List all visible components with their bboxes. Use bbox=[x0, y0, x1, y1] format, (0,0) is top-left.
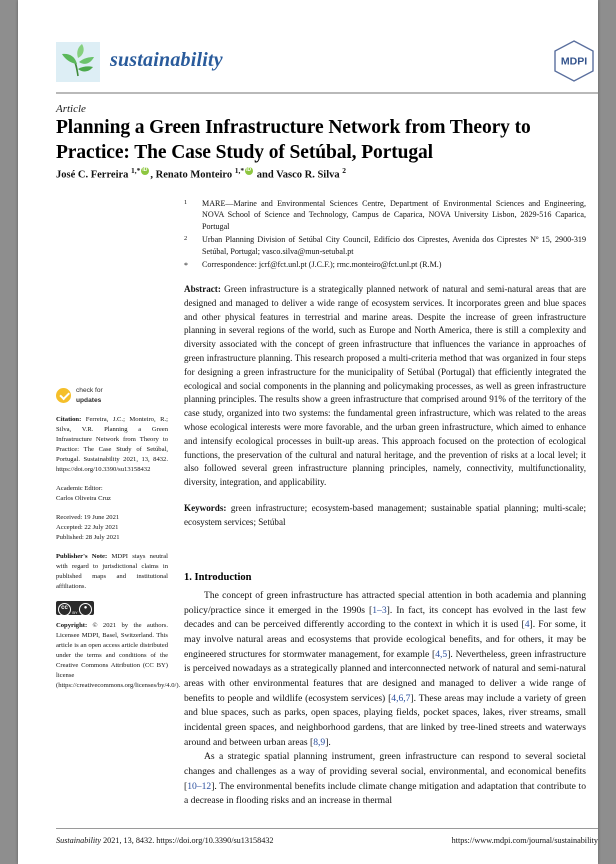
creative-commons-icon[interactable] bbox=[56, 601, 94, 615]
body-text-run: ]. bbox=[325, 736, 331, 748]
affiliation-item bbox=[184, 234, 586, 257]
leaf-icon-svg bbox=[56, 42, 100, 82]
paragraph-1 bbox=[184, 589, 586, 750]
mdpi-logo bbox=[552, 38, 596, 84]
affiliation-text: MARE—Marine and Environmental Sciences Centre, Department of Environmental Sciences and Engineering, NOVA School of Science and Technology, Campus de Caparica, NOVA University Lisbon, 2829-516 Caparica, Portugal bbox=[202, 199, 586, 231]
abstract-section bbox=[184, 283, 586, 490]
orcid-icon[interactable] bbox=[245, 167, 253, 175]
body-text-run: ]. For some, it may involve natural areas and ecosystems that provide ecological benefits, and for others, it may be engineered structures for stormwater management, for example [ bbox=[184, 619, 586, 660]
affiliation-marker: 1 bbox=[184, 199, 188, 206]
paragraph-2 bbox=[184, 750, 586, 809]
citation-reference-link[interactable]: 1–3 bbox=[372, 604, 387, 616]
copyright-label: Copyright: bbox=[56, 622, 88, 630]
author-list: José C. Ferreira $^{1,*}$ iD , Renato Monteiro $^{1,*}$iD and Vasco R. Silva $^2$ bbox=[56, 166, 596, 181]
body-text-run: ]. Nevertheless, green infrastructure is perceived nowadays as a strategically planned and interconnected network of natural and semi-natural areas with other environmental features that are designed and managed to deliver a wide range of benefits to people and wildlife (ecosystem services) [ bbox=[184, 648, 586, 704]
article-page bbox=[18, 0, 598, 864]
abstract-label: Abstract: bbox=[184, 283, 221, 294]
cc-by-label: BY bbox=[72, 609, 78, 615]
journal-title: sustainability bbox=[110, 49, 223, 71]
citation-reference-link[interactable]: 8,9 bbox=[313, 736, 326, 748]
keywords-text: green infrastructure; ecosystem-based management; sustainable spatial planning; multi-scale; ecosystem services; Setúbal bbox=[184, 503, 586, 527]
body-text-run: As a strategic spatial planning instrument, green infrastructure can respond to several societal changes and challenges as a way of providing several social, environmental, and economical benefits [ bbox=[184, 751, 586, 792]
checkmark-icon bbox=[59, 390, 69, 400]
publishers-note-text: MDPI stays neutral with regard to jurisdictional claims in published maps and institutional affiliations. bbox=[56, 553, 168, 591]
date-accepted: Accepted: 22 July 2021 bbox=[56, 524, 119, 532]
article-sidebar bbox=[56, 386, 181, 700]
check-for-updates-label bbox=[76, 386, 103, 405]
check-circle-icon bbox=[56, 388, 71, 403]
check-for-updates-badge[interactable] bbox=[56, 386, 168, 408]
citation-label: Citation: bbox=[56, 416, 82, 423]
by-person-glyph: ● bbox=[83, 605, 88, 612]
date-received: Received: 19 June 2021 bbox=[56, 514, 120, 522]
page-footer bbox=[56, 836, 598, 845]
citation-block bbox=[56, 415, 168, 475]
footer-journal-url[interactable]: https://www.mdpi.com/journal/sustainability bbox=[451, 836, 598, 845]
publishers-note-label: Publisher's Note: bbox=[56, 553, 108, 561]
date-published: Published: 28 July 2021 bbox=[56, 534, 120, 542]
footer-divider bbox=[56, 828, 598, 829]
footer-citation-rest: 2021, 13, 8432. https://doi.org/10.3390/su13158432 bbox=[101, 836, 274, 845]
article-type-label: Article bbox=[56, 103, 86, 115]
publishers-note-block bbox=[56, 552, 168, 592]
correspondence-text: Correspondence: jcrf@fct.unl.pt (J.C.F.); rmc.monteiro@fct.unl.pt (R.M.) bbox=[202, 260, 442, 270]
page-title: Planning a Green Infrastructure Network from Theory to Practice: The Case Study of Setúbal, Portugal bbox=[56, 117, 531, 163]
citation-reference-link[interactable]: 4 bbox=[524, 619, 530, 631]
section-heading-introduction: 1. Introduction bbox=[184, 572, 252, 583]
body-text-run: The concept of green infrastructure has attracted special attention in both academia and planning policy/practice since it emerged in the 1990s [ bbox=[184, 590, 586, 616]
abstract-text: Green infrastructure is a strategically planned network of natural and semi-natural areas that are designed and managed to deliver a wide range of ecosystem services. It incorporates green and blue spaces and other physical features in terrestrial and marine areas. Despite the increase of green infrastructure planning in several regions of the world, such as Europe and North America, there is still a complexity and diversity associated with the concept of green infrastructure that influences the variance in approaches of green infrastructure planning. This research proposed a multi-criteria method that was organized in four steps for designing a green infrastructure for the municipality of Setúbal (Portugal) that efficiently integrated the ecological and social components in the planning and policymaking processes, as well as green infrastructure planning principles. The results show a green infrastructure that comprised around 91% of the territory of the case study, organized into two systems: the fundamental green infrastructure, which was related to the areas whose ecological interests were more favorable, and the urban green infrastructure, which aimed to enhance and intensify ecological processes in built-up areas. This approach focused on the protection of ecological functions, the preservation of the cultural and natural heritage, and the prevention of risks at a local level; it also followed several green infrastructure planning principles, namely, connectivity, multifunctionality, diversity, integration, and applicability. bbox=[184, 283, 586, 488]
orcid-icon[interactable] bbox=[141, 167, 149, 175]
citation-reference-link[interactable]: 4,6,7 bbox=[391, 692, 411, 704]
cc-glyph-label: cc bbox=[61, 605, 68, 612]
citation-reference-link[interactable]: 4,5 bbox=[435, 648, 448, 660]
citation-text: Ferreira, J.C.; Monteiro, R.; Silva, V.R. Planning a Green Infrastructure Network from Theory to Practice: The Case Study of Setúbal, Portugal. Sustainability 2021, 13, 8432. https://doi.org/10.3390/su13158432 bbox=[56, 416, 168, 474]
mdpi-logo-svg bbox=[552, 38, 596, 84]
svg-text:MDPI: MDPI bbox=[560, 55, 588, 68]
cfu-line-1: check for bbox=[76, 387, 103, 394]
academic-editor-label: Academic Editor: bbox=[56, 485, 103, 493]
body-text-run: ]. In fact, its concept has evolved in the last few decades and can be perceived differently according to the context in which it is used [ bbox=[184, 604, 586, 631]
citation-reference-link[interactable]: 10–12 bbox=[187, 780, 212, 792]
footer-journal-name: Sustainability bbox=[56, 836, 102, 845]
affiliation-item bbox=[184, 198, 586, 232]
body-text-run: ]. The environmental benefits include climate change mitigation and adaptation that contribute to a decrease in flooding risks and an increase in thermal bbox=[184, 780, 586, 807]
keywords-label: Keywords: bbox=[184, 503, 227, 514]
leaf-icon bbox=[56, 42, 100, 82]
affiliation-text: Urban Planning Division of Setúbal City Council, Edifício dos Ciprestes, Avenida dos Ciprestes Nº 15, 2900-319 Setúbal, Portugal; vasco.silva@mun-setubal.pt bbox=[202, 235, 586, 256]
copyright-text: © 2021 by the authors. Licensee MDPI, Basel, Switzerland. This article is an open access article distributed under the terms and conditions of the Creative Commons Attribution (CC BY) license (https://creativecommons.org/licenses/by/4.0/). bbox=[56, 622, 181, 690]
cfu-line-2: updates bbox=[76, 396, 102, 404]
body-text-run: ]. These areas may include a variety of green and blue spaces, such as parks, open spaces, playing fields, pocket spaces, lakes, river streams, small incidental green spaces, and neighborhood gardens, that are linked by tree-lined streets and waterways around and between urban areas [ bbox=[184, 692, 586, 748]
affiliations-list bbox=[184, 198, 586, 271]
academic-editor-block bbox=[56, 484, 168, 504]
keywords-section bbox=[184, 502, 586, 530]
correspondence-item bbox=[184, 259, 586, 270]
copyright-block bbox=[56, 621, 181, 691]
footer-citation bbox=[56, 836, 274, 845]
article-frontmatter bbox=[184, 198, 586, 530]
introduction-body bbox=[184, 589, 586, 809]
academic-editor-name: Carlos Oliveira Cruz bbox=[56, 495, 111, 503]
header-divider bbox=[56, 92, 598, 94]
correspondence-marker: * bbox=[184, 261, 188, 271]
article-dates-block bbox=[56, 513, 168, 543]
affiliation-marker: 2 bbox=[184, 235, 188, 243]
journal-masthead bbox=[56, 38, 598, 90]
